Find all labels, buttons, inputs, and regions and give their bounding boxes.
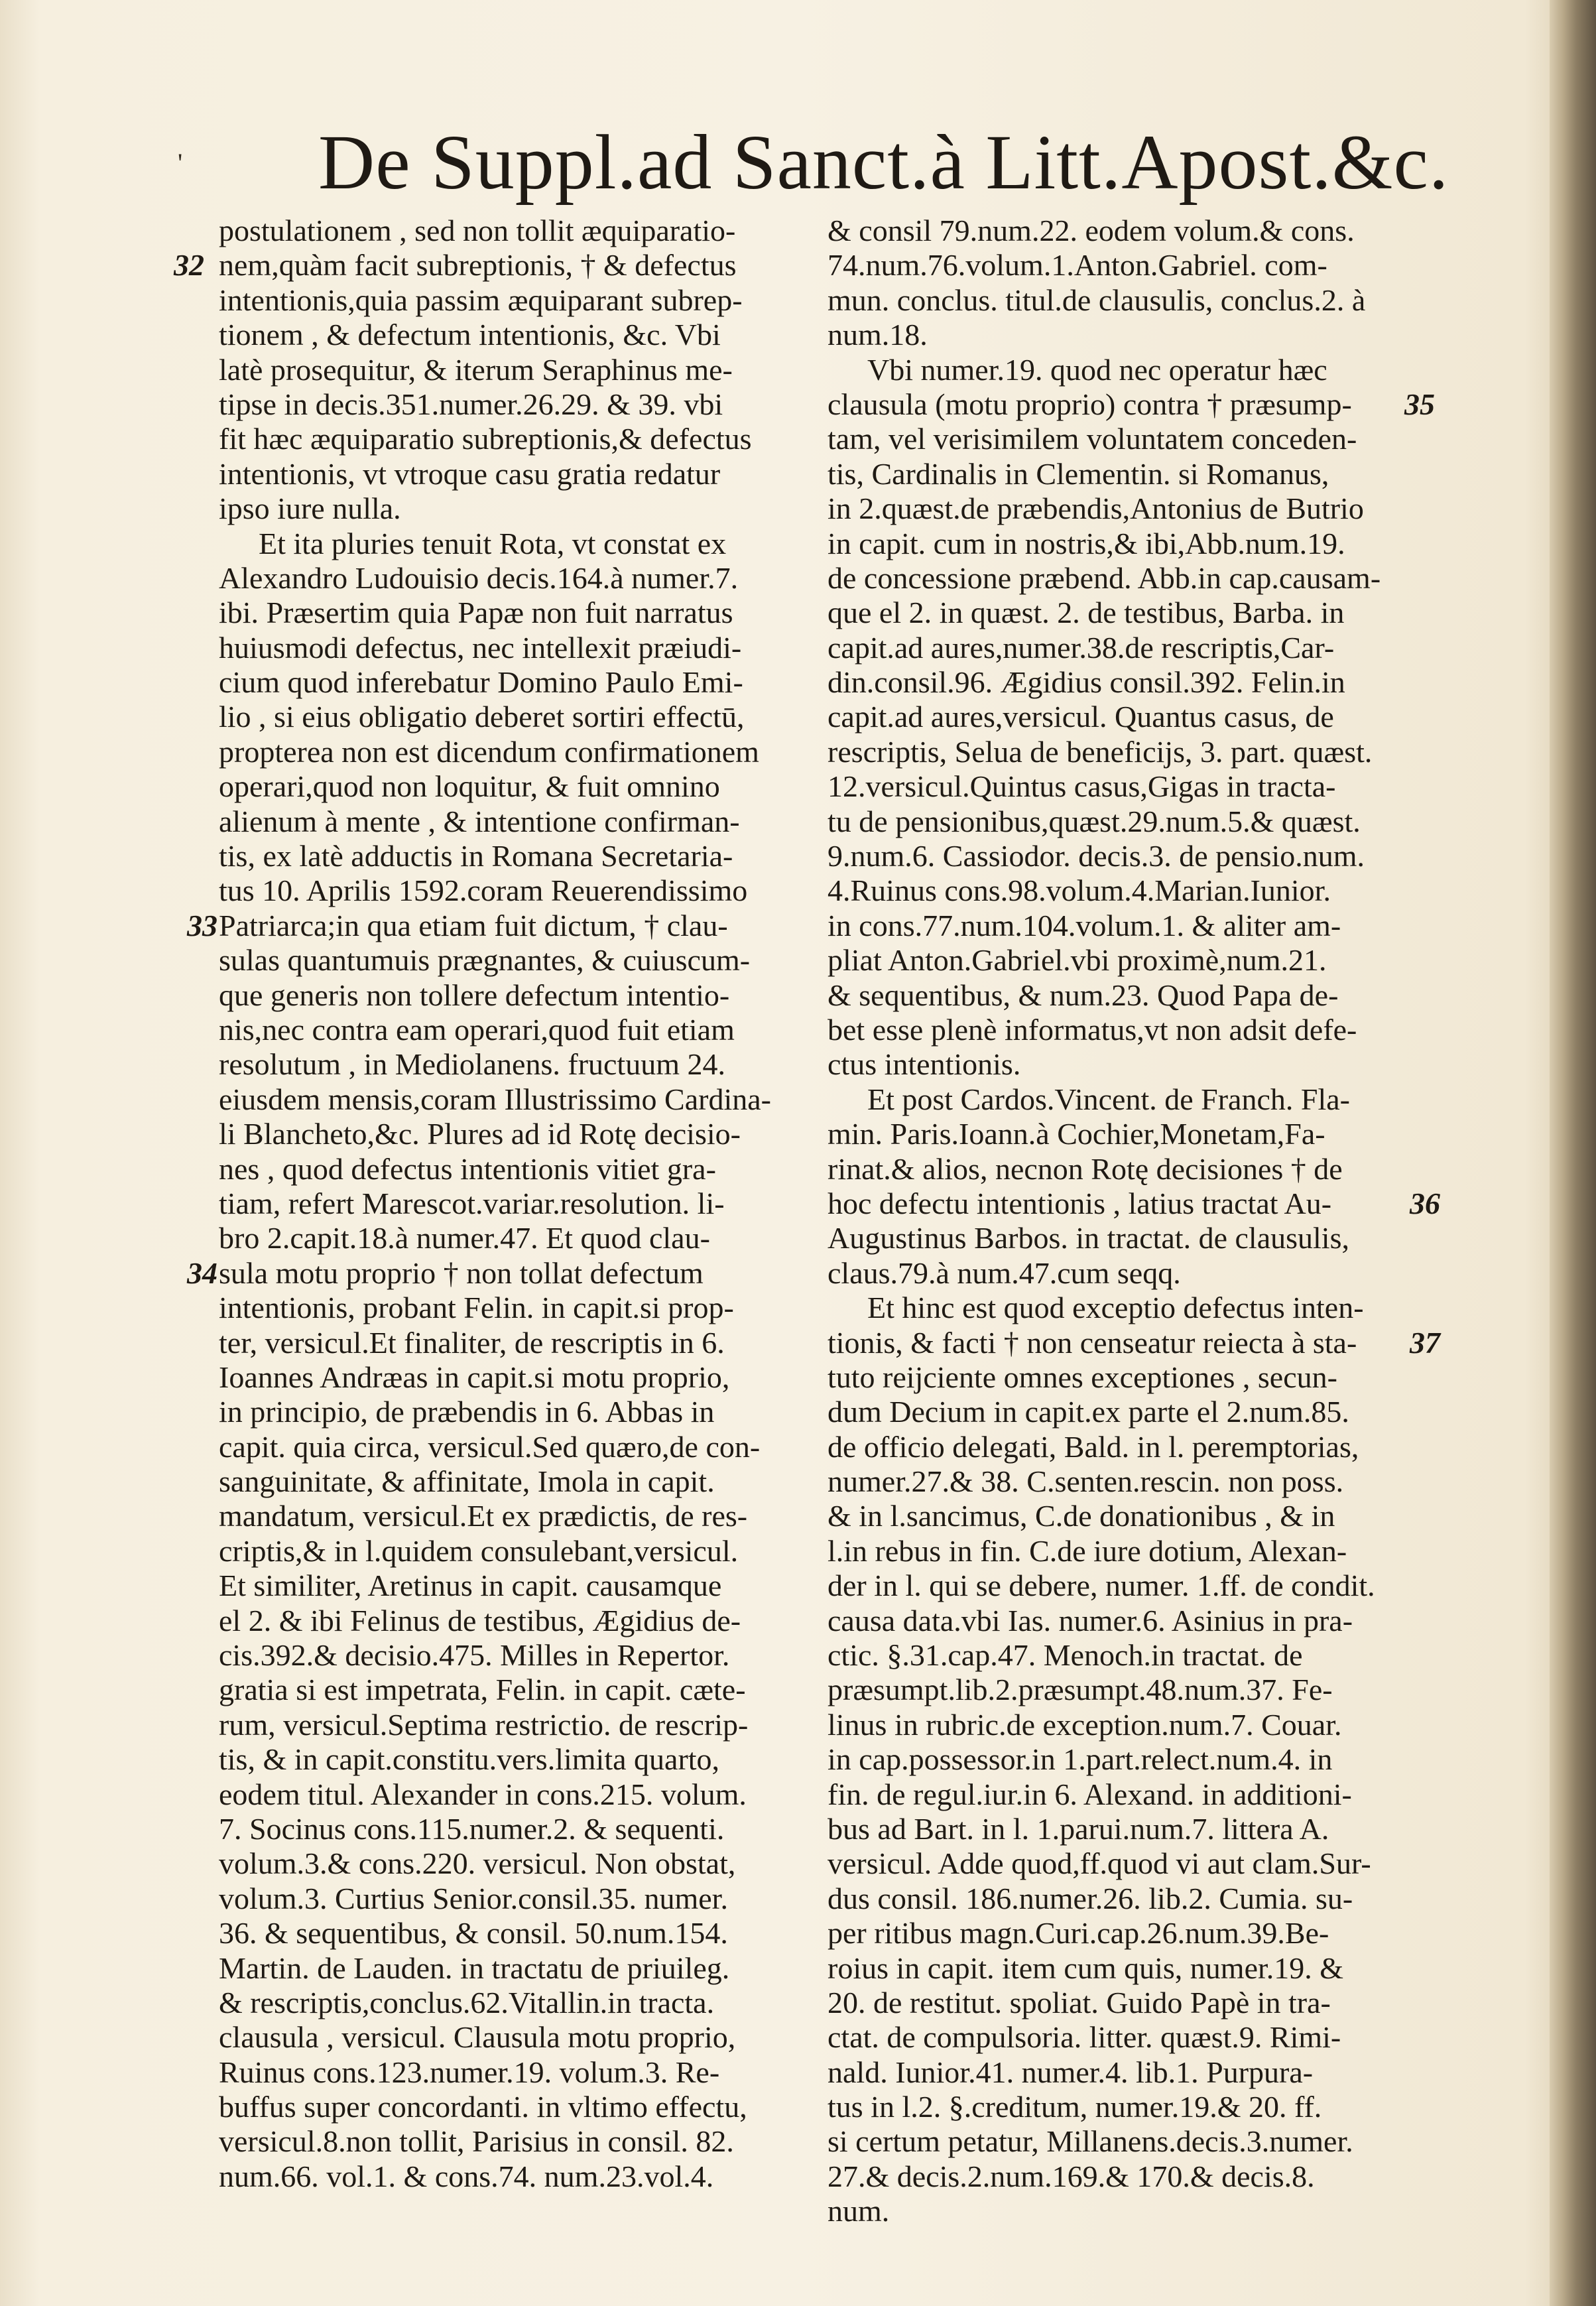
text-line: 9.num.6. Cassiodor. decis.3. de pensio.num. (828, 839, 1365, 873)
text-line: tuto reijciente omnes exceptiones , secun- (828, 1360, 1337, 1394)
text-line: in capit. cum in nostris,& ibi,Abb.num.19. (828, 526, 1345, 560)
text-line: Et hinc est quod exceptio defectus inten- (867, 1291, 1364, 1325)
text-line: Vbi numer.19. quod nec operatur hæc (867, 352, 1327, 387)
text-line: ctic. §.31.cap.47. Menoch.in tractat. de (828, 1638, 1303, 1673)
text-line: num.18. (828, 318, 928, 352)
text-line: claus.79.à num.47.cum seqq. (828, 1255, 1181, 1290)
text-line: Ruinus cons.123.numer.19. volum.3. Re- (219, 2055, 720, 2089)
text-line: & consil 79.num.22. eodem volum.& cons. (828, 214, 1355, 247)
margin-number-32: 32 (174, 248, 204, 282)
text-line: in cons.77.num.104.volum.1. & aliter am- (828, 908, 1341, 942)
text-line: 4.Ruinus cons.98.volum.4.Marian.Iunior. (828, 873, 1331, 908)
text-line: 36. & sequentibus, & consil. 50.num.154. (219, 1916, 728, 1951)
text-line: l.in rebus in fin. C.de iure dotium, Alexan- (828, 1533, 1347, 1568)
text-line: resolutum , in Mediolanens. fructuum 24. (219, 1047, 725, 1082)
text-line: ctat. de compulsoria. litter. quæst.9. Rimi- (828, 2020, 1341, 2055)
text-line: volum.3. Curtius Senior.consil.35. numer. (219, 1881, 728, 1915)
text-line: din.consil.96. Ægidius consil.392. Felin.in (828, 665, 1345, 700)
text-line: 74.num.76.volum.1.Anton.Gabriel. com- (828, 248, 1327, 283)
text-line: Augustinus Barbos. in tractat. de clausulis, (828, 1221, 1349, 1255)
right-text-column (828, 214, 1398, 2229)
text-line: tu de pensionibus,quæst.29.num.5.& quæst. (828, 804, 1361, 838)
text-line: cium quod inferebatur Domino Paulo Emi- (219, 665, 743, 700)
text-line: 7. Socinus cons.115.numer.2. & sequenti. (219, 1811, 725, 1846)
text-line: Ioannes Andræas in capit.si motu proprio, (219, 1360, 730, 1394)
text-line: criptis,& in l.quidem consulebant,versicul. (219, 1533, 739, 1568)
text-line: intentionis, probant Felin. in capit.si prop- (219, 1291, 734, 1325)
text-line: nald. Iunior.41. numer.4. lib.1. Purpura- (828, 2055, 1314, 2089)
text-line: postulationem , sed non tollit æquiparatio- (219, 214, 736, 247)
text-line: versicul.8.non tollit, Parisius in consil. 82. (219, 2124, 734, 2159)
text-line: linus in rubric.de exception.num.7. Couar. (828, 1707, 1342, 1742)
text-line: Alexandro Ludouisio decis.164.à numer.7. (219, 560, 739, 595)
text-line: tionem , & defectum intentionis, &c. Vbi (219, 318, 721, 352)
text-line: in principio, de præbendis in 6. Abbas in (219, 1395, 715, 1429)
text-line: Martin. de Lauden. in tractatu de priuileg. (219, 1951, 730, 1985)
margin-number-36: 36 (1410, 1186, 1440, 1220)
text-line: propterea non est dicendum confirmationem (219, 734, 759, 769)
text-line: numer.27.& 38. C.senten.rescin. non poss. (828, 1464, 1344, 1499)
text-line: der in l. qui se debere, numer. 1.ff. de condit. (828, 1569, 1375, 1603)
text-line: Patriarca;in qua etiam fuit dictum, † clau- (219, 908, 728, 942)
text-line: Et ita pluries tenuit Rota, vt constat ex (259, 526, 727, 560)
text-line: tis, & in capit.constitu.vers.limita quarto, (219, 1742, 720, 1777)
text-line: & sequentibus, & num.23. Quod Papa de- (828, 978, 1339, 1012)
text-line: ipso iure nulla. (219, 491, 401, 526)
text-line: rinat.& alios, necnon Rotę decisiones † de (828, 1151, 1343, 1186)
text-line: sulas quantumuis prægnantes, & cuiuscum- (219, 943, 751, 978)
text-line: de officio delegati, Bald. in l. peremptorias, (828, 1429, 1359, 1464)
text-line: tionis, & facti † non censeatur reiecta à sta- (828, 1325, 1357, 1360)
margin-number-37: 37 (1410, 1326, 1440, 1360)
text-line: ctus intentionis. (828, 1047, 1021, 1082)
text-line: lio , si eius obligatio deberet sortiri effectū, (219, 700, 745, 734)
text-line: sanguinitate, & affinitate, Imola in capit. (219, 1464, 715, 1499)
text-line: causa data.vbi Ias. numer.6. Asinius in pra- (828, 1603, 1353, 1637)
text-line: & rescriptis,conclus.62.Vitallin.in tracta. (219, 1985, 715, 2019)
text-line: 20. de restitut. spoliat. Guido Papè in tra- (828, 1985, 1331, 2019)
text-line: bus ad Bart. in l. 1.parui.num.7. littera A. (828, 1811, 1329, 1846)
corner-mark: ' (178, 148, 183, 178)
text-line: tipse in decis.351.numer.26.29. & 39. vbi (219, 387, 723, 421)
text-line: ibi. Præsertim quia Papæ non fuit narratus (219, 596, 733, 630)
text-line: versicul. Adde quod,ff.quod vi aut clam.Sur- (828, 1846, 1371, 1881)
text-line: in cap.possessor.in 1.part.relect.num.4. in (828, 1742, 1333, 1777)
text-line: 27.& decis.2.num.169.& 170.& decis.8. (828, 2159, 1315, 2193)
text-line: dum Decium in capit.ex parte el 2.num.85. (828, 1395, 1349, 1429)
margin-number-35: 35 (1404, 387, 1435, 421)
text-line: min. Paris.Ioann.à Cochier,Monetam,Fa- (828, 1117, 1325, 1151)
text-line: clausula , versicul. Clausula motu proprio, (219, 2020, 736, 2055)
text-line: alienum à mente , & intentione confirman- (219, 804, 740, 838)
text-line: buffus super concordanti. in vltimo effectu, (219, 2090, 747, 2124)
text-line: num. (828, 2194, 890, 2228)
text-line: huiusmodi defectus, nec intellexit præiudi- (219, 630, 742, 665)
text-line: in 2.quæst.de præbendis,Antonius de Butrio (828, 491, 1364, 526)
text-line: operari,quod non loquitur, & fuit omnino (219, 769, 720, 804)
text-line: cis.392.& decisio.475. Milles in Repertor. (219, 1638, 730, 1673)
text-line: tam, vel verisimilem voluntatem conceden- (828, 422, 1357, 456)
text-line: hoc defectu intentionis , latius tractat Au- (828, 1186, 1332, 1220)
text-line: dus consil. 186.numer.26. lib.2. Cumia. su- (828, 1881, 1353, 1915)
text-line: sula motu proprio † non tollat defectum (219, 1255, 704, 1290)
text-line: nem,quàm facit subreptionis, † & defectus (219, 248, 737, 283)
text-line: capit.ad aures,versicul. Quantus casus, de (828, 700, 1334, 734)
text-line: eodem titul. Alexander in cons.215. volum. (219, 1777, 747, 1811)
page-title: De Suppl.ad Sanct.à Litt.Apost.&c. (318, 119, 1449, 206)
text-line: 12.versicul.Quintus casus,Gigas in tracta- (828, 769, 1336, 804)
text-line: præsumpt.lib.2.præsumpt.48.num.37. Fe- (828, 1673, 1333, 1707)
text-line: si certum petatur, Millanens.decis.3.numer. (828, 2124, 1353, 2159)
text-line: li Blancheto,&c. Plures ad id Rotę decisio- (219, 1117, 741, 1151)
text-line: Et post Cardos.Vincent. de Franch. Fla- (867, 1082, 1350, 1116)
text-line: rescriptis, Selua de beneficijs, 3. part. quæst. (828, 734, 1373, 769)
text-line: tis, Cardinalis in Clementin. si Romanus, (828, 456, 1329, 491)
text-line: nis,nec contra eam operari,quod fuit etiam (219, 1012, 735, 1047)
text-line: que generis non tollere defectum intentio- (219, 978, 730, 1012)
text-line: clausula (motu proprio) contra † præsump- (828, 387, 1352, 421)
text-line: pliat Anton.Gabriel.vbi proximè,num.21. (828, 943, 1327, 978)
text-line: eiusdem mensis,coram Illustrissimo Cardina- (219, 1082, 771, 1116)
text-line: capit.ad aures,numer.38.de rescriptis,Car- (828, 630, 1335, 665)
text-line: intentionis,quia passim æquiparant subrep- (219, 283, 743, 317)
text-line: mun. conclus. titul.de clausulis, conclus.2. à (828, 283, 1366, 317)
text-line: num.66. vol.1. & cons.74. num.23.vol.4. (219, 2159, 714, 2193)
text-line: capit. quia circa, versicul.Sed quæro,de con- (219, 1429, 761, 1464)
text-line: intentionis, vt vtroque casu gratia redatur (219, 456, 721, 491)
text-line: gratia si est impetrata, Felin. in capit. cæte- (219, 1673, 746, 1707)
text-line: volum.3.& cons.220. versicul. Non obstat, (219, 1846, 736, 1881)
text-line: roius in capit. item cum quis, numer.19. & (828, 1951, 1344, 1985)
text-line: fit hæc æquiparatio subreptionis,& defectus (219, 422, 752, 456)
text-line: rum, versicul.Septima restrictio. de rescrip- (219, 1707, 749, 1742)
text-line: latè prosequitur, & iterum Seraphinus me- (219, 352, 733, 387)
text-line: & in l.sancimus, C.de donationibus , & in (828, 1499, 1335, 1533)
text-line: Et similiter, Aretinus in capit. causamque (219, 1569, 722, 1603)
facing-page-edge (1550, 0, 1596, 2306)
text-line: tiam, refert Marescot.variar.resolution. li- (219, 1186, 725, 1220)
text-line: bro 2.capit.18.à numer.47. Et quod clau- (219, 1221, 710, 1255)
margin-number-34: 34 (187, 1256, 217, 1290)
text-line: tus in l.2. §.creditum, numer.19.& 20. ff. (828, 2090, 1322, 2124)
text-line: mandatum, versicul.Et ex prædictis, de res- (219, 1499, 748, 1533)
text-line: nes , quod defectus intentionis vitiet gra- (219, 1151, 716, 1186)
text-line: per ritibus magn.Curi.cap.26.num.39.Be- (828, 1916, 1329, 1951)
text-line: el 2. & ibi Felinus de testibus, Ægidius de- (219, 1603, 741, 1637)
text-line: tus 10. Aprilis 1592.coram Reuerendissimo (219, 873, 748, 908)
text-line: tis, ex latè adductis in Romana Secretaria- (219, 839, 733, 873)
text-line: ter, versicul.Et finaliter, de rescriptis in 6. (219, 1325, 725, 1360)
left-text-column (219, 214, 789, 2194)
text-line: de concessione præbend. Abb.in cap.causam- (828, 560, 1381, 595)
text-line: fin. de regul.iur.in 6. Alexand. in additioni- (828, 1777, 1352, 1811)
margin-number-33: 33 (187, 909, 217, 942)
text-line: bet esse plenè informatus,vt non adsit defe- (828, 1012, 1357, 1047)
text-line: que el 2. in quæst. 2. de testibus, Barba. in (828, 596, 1345, 630)
